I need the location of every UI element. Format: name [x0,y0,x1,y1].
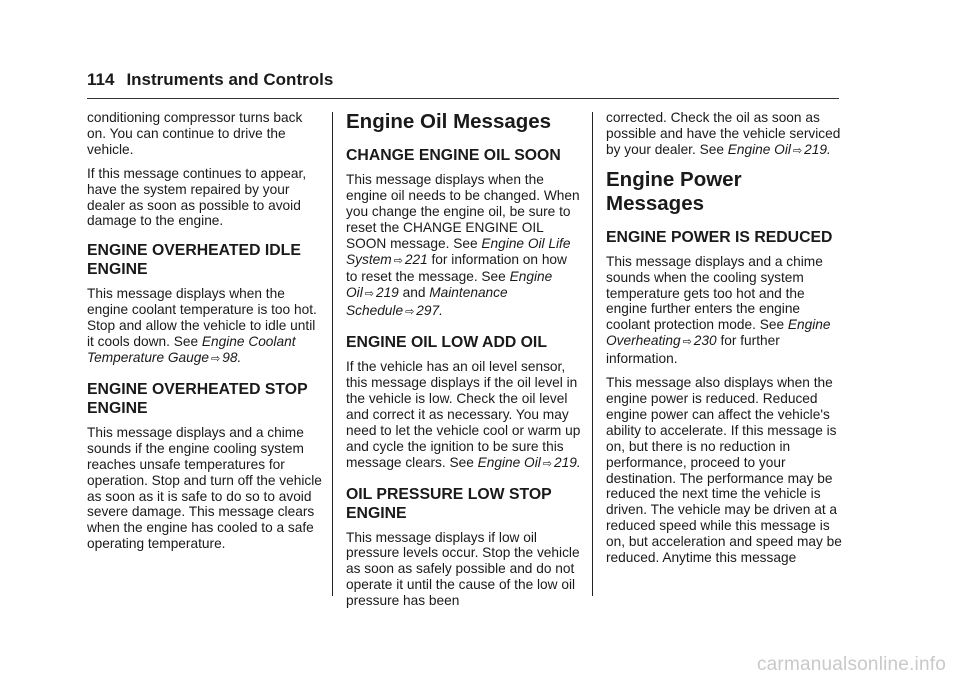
page-ref[interactable]: 230 [693,333,717,349]
ref-link[interactable]: Engine Overheating [606,317,831,349]
paragraph: This message displays when the engine oil needs to be changed. When you change the engine oil, be sure to reset the CHANGE ENGINE OIL SOON message. See Engine Oil Life System ⇨ 221 for information on how to reset the message. See Engine Oil ⇨ 219 and Maintenance Schedule ⇨ 297. [346,172,580,319]
subheading-engine-overheated-stop: ENGINE OVERHEATED STOP ENGINE [87,380,308,417]
ref-link[interactable]: Engine Coolant Temperature Gauge [87,334,296,365]
page-header [87,70,333,90]
paragraph: If this message continues to appear, have the system repaired by your dealer as soon as possible to avoid damage to the engine. [87,165,307,229]
watermark: carmanualsonline.info [756,654,946,675]
page-ref[interactable]: 219 [804,141,827,157]
ref-link[interactable]: Maintenance Schedule [346,285,508,319]
paragraph: This message displays if low oil pressure levels occur. Stop the vehicle as soon as safely possible and do not operate it until the cause of the low oil pressure has been [346,529,580,609]
ref-link[interactable]: Engine Oil [727,141,791,157]
paragraph: This message also displays when the engine power is reduced. Reduced engine power can affect the vehicle's ability to accelerate. If this message is on, but there is no reduction in performance, proceed to your destination. The performance may be reduced the next time the vehicle is driven. The vehicle may be driven at a reduced speed while this message is on, but acceleration and speed may be reduced. Anytime this message [606,375,842,566]
page-ref[interactable]: 219 [554,454,577,470]
page-ref[interactable]: 297 [416,303,440,319]
page-number: 114 [87,70,115,89]
paragraph: This message displays when the engine coolant temperature is too hot. Stop and allow the vehicle to idle until it cools down. See Engine Coolant Temperature Gauge ⇨ 98. [87,286,317,365]
page-ref-arrow-icon: ⇨ [405,306,415,319]
paragraph: This message displays and a chime sounds if the engine cooling system reaches unsafe temperatures for operation. Stop and turn off the vehicle as soon as it is safe to do so to avoid severe damage. This message clears when the engine has cooled to a safe operating temperature. [87,424,322,552]
ref-link[interactable]: Engine Oil Life System [346,235,571,267]
subheading-change-engine-oil: CHANGE ENGINE OIL SOON [346,147,561,164]
paragraph: This message displays and a chime sounds when the cooling system temperature gets too hot and the engine further enters the engine coolant protection mode. See Engine Overheating ⇨ 230 for further information. [606,253,831,367]
page-ref-arrow-icon: ⇨ [542,457,552,470]
subheading-oil-pressure-low: OIL PRESSURE LOW STOP ENGINE [346,485,552,522]
page-ref[interactable]: 98 [222,349,238,365]
header-rule [87,98,839,99]
ref-link[interactable]: Engine Oil [346,269,553,301]
page-ref[interactable]: 221 [404,251,428,267]
page-ref-arrow-icon: ⇨ [211,352,221,365]
column-divider [592,112,593,596]
paragraph: conditioning compressor turns back on. You can continue to drive the vehicle. [87,110,303,157]
column-1 [87,110,323,560]
section-heading-engine-oil: Engine Oil Messages [346,110,552,133]
column-3 [606,110,842,574]
section-title: Instruments and Controls [126,70,334,89]
ref-link[interactable]: Engine Oil [477,454,541,470]
page-ref-arrow-icon: ⇨ [393,254,403,267]
paragraph: If the vehicle has an oil level sensor, this message displays if the oil level in the vehicle is low. Check the oil level and correct it as necessary. You may need to let the vehicle cool or warm up and cycle the ignition to be sure this message clears. See Engine Oil ⇨ 219. [346,359,581,470]
page-ref-arrow-icon: ⇨ [792,144,803,157]
subheading-engine-overheated-idle: ENGINE OVERHEATED IDLE ENGINE [87,242,301,279]
page-ref-arrow-icon: ⇨ [682,336,692,349]
page-ref[interactable]: 219 [375,285,399,301]
section-heading-engine-power: Engine Power Messages [606,167,742,215]
column-2 [346,110,582,617]
subheading-engine-power-reduced: ENGINE POWER IS REDUCED [606,228,833,246]
page-ref-arrow-icon: ⇨ [364,288,374,301]
paragraph: corrected. Check the oil as soon as possible and have the vehicle serviced by your dealer. See Engine Oil ⇨ 219. [606,110,841,157]
subheading-engine-oil-low: ENGINE OIL LOW ADD OIL [346,334,547,352]
column-divider [332,112,333,596]
